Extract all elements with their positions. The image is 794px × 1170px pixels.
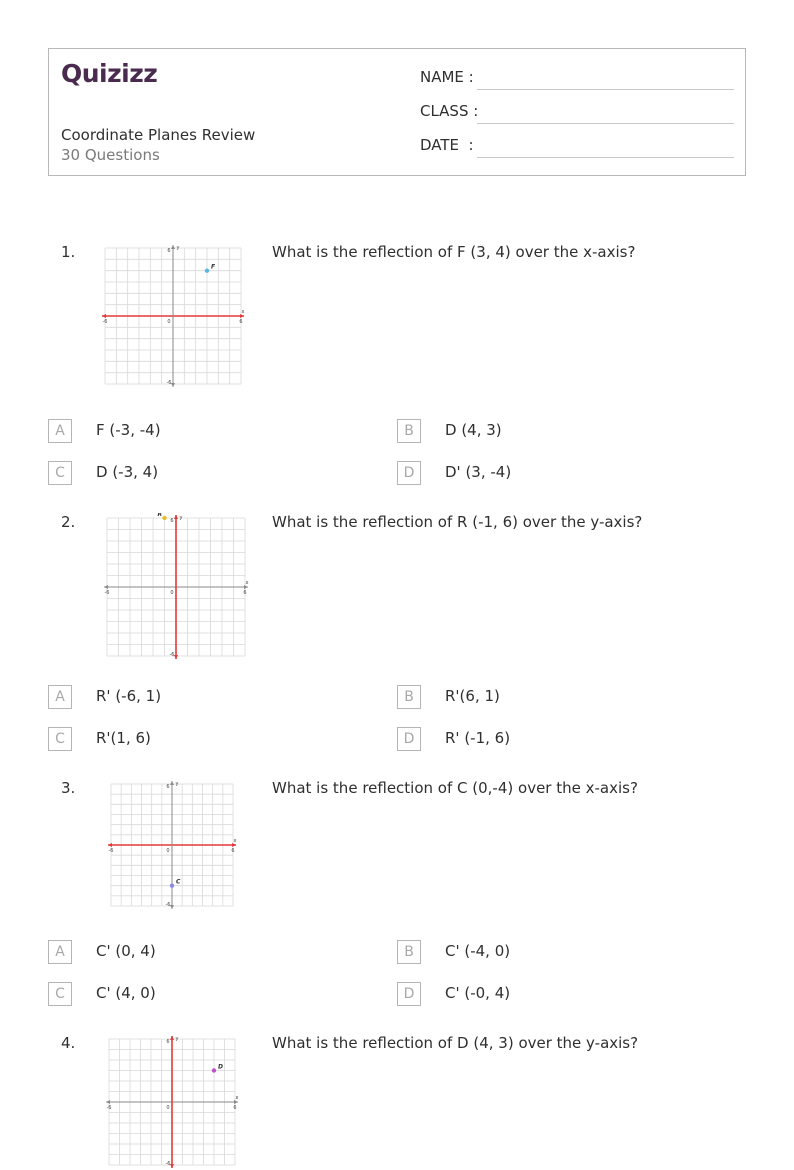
axis-label: x xyxy=(235,1095,239,1101)
tick-label: 6 xyxy=(167,248,171,254)
option-c[interactable] xyxy=(48,461,348,485)
axis-label: y xyxy=(176,245,180,251)
tick-label: -6 xyxy=(106,1105,112,1111)
option-d[interactable] xyxy=(397,982,697,1006)
x-axis-arrow xyxy=(104,585,108,589)
option-letter: C xyxy=(48,461,72,485)
data-point xyxy=(212,1068,216,1072)
y-axis-arrow xyxy=(174,515,178,519)
worksheet-title: Coordinate Planes Review xyxy=(61,126,256,144)
y-axis-arrow xyxy=(170,1164,174,1168)
option-b[interactable] xyxy=(397,419,697,443)
option-letter: B xyxy=(397,685,421,709)
coordinate-plane-graph xyxy=(104,1034,240,1170)
tick-label: 6 xyxy=(170,518,174,524)
question-number: 1. xyxy=(61,243,76,261)
option-a[interactable] xyxy=(48,419,348,443)
option-letter: C xyxy=(48,982,72,1006)
tick-label: -6 xyxy=(166,380,172,386)
tick-label: 0 xyxy=(170,590,174,596)
axis-label: y xyxy=(175,1036,179,1042)
tick-label: -6 xyxy=(169,652,175,658)
tick-label: -6 xyxy=(108,848,114,854)
date-line[interactable] xyxy=(477,157,734,158)
option-text: D (4, 3) xyxy=(445,421,502,439)
option-letter: B xyxy=(397,419,421,443)
tick-label: 0 xyxy=(166,1105,170,1111)
name-label: NAME : xyxy=(420,68,474,86)
tick-label: -6 xyxy=(104,590,110,596)
option-c[interactable] xyxy=(48,727,348,751)
tick-label: 6 xyxy=(243,590,247,596)
option-b[interactable] xyxy=(397,685,697,709)
option-letter: C xyxy=(48,727,72,751)
date-field[interactable] xyxy=(420,136,734,158)
option-text: D' (3, -4) xyxy=(445,463,512,481)
option-text: D (-3, 4) xyxy=(96,463,159,481)
date-label: DATE : xyxy=(420,136,474,154)
question-text: What is the reflection of R (-1, 6) over the y-axis? xyxy=(272,513,643,531)
option-d[interactable] xyxy=(397,461,697,485)
question-text: What is the reflection of C (0,-4) over the x-axis? xyxy=(272,779,638,797)
question-text: What is the reflection of F (3, 4) over the x-axis? xyxy=(272,243,636,261)
x-axis-arrow xyxy=(106,1100,110,1104)
point-label: D xyxy=(218,1063,223,1071)
option-text: C' (4, 0) xyxy=(96,984,156,1002)
option-letter: B xyxy=(397,940,421,964)
option-letter: A xyxy=(48,685,72,709)
axis-label: x xyxy=(233,838,237,844)
tick-label: -6 xyxy=(165,902,171,908)
y-axis-arrow xyxy=(170,905,174,909)
option-letter: D xyxy=(397,727,421,751)
axis-label: y xyxy=(175,781,179,787)
y-axis-arrow xyxy=(170,781,174,785)
option-text: R' (-1, 6) xyxy=(445,729,511,747)
data-point xyxy=(162,516,166,520)
option-text: C' (-0, 4) xyxy=(445,984,511,1002)
option-letter: D xyxy=(397,982,421,1006)
option-text: R'(1, 6) xyxy=(96,729,151,747)
tick-label: -6 xyxy=(102,319,108,325)
x-axis-arrow xyxy=(102,314,106,318)
option-letter: A xyxy=(48,940,72,964)
option-b[interactable] xyxy=(397,940,697,964)
point-label: R xyxy=(157,513,163,518)
coordinate-plane-graph xyxy=(100,243,246,389)
x-axis-arrow xyxy=(108,843,112,847)
y-axis-arrow xyxy=(171,383,175,387)
axis-label: x xyxy=(241,309,245,315)
point-label: F xyxy=(211,263,216,271)
question-number: 4. xyxy=(61,1034,76,1052)
option-letter: A xyxy=(48,419,72,443)
question-number: 2. xyxy=(61,513,76,531)
quizizz-logo: Quizizz xyxy=(61,59,158,88)
worksheet-header xyxy=(48,48,746,176)
axis-label: y xyxy=(179,515,183,521)
option-text: F (-3, -4) xyxy=(96,421,161,439)
class-field[interactable] xyxy=(420,102,734,124)
option-d[interactable] xyxy=(397,727,697,751)
option-a[interactable] xyxy=(48,940,348,964)
question-text: What is the reflection of D (4, 3) over the y-axis? xyxy=(272,1034,639,1052)
question-count: 30 Questions xyxy=(61,146,160,164)
option-a[interactable] xyxy=(48,685,348,709)
axis-label: x xyxy=(245,580,249,586)
name-field[interactable] xyxy=(420,68,734,90)
class-label: CLASS : xyxy=(420,102,479,120)
tick-label: 0 xyxy=(167,319,171,325)
data-point xyxy=(170,883,174,887)
option-c[interactable] xyxy=(48,982,348,1006)
coordinate-plane-graph xyxy=(106,779,238,911)
tick-label: 6 xyxy=(166,784,170,790)
tick-label: 6 xyxy=(233,1105,237,1111)
name-line[interactable] xyxy=(477,89,734,90)
data-point xyxy=(205,268,209,272)
point-label: C xyxy=(176,878,181,886)
option-text: C' (-4, 0) xyxy=(445,942,511,960)
option-letter: D xyxy=(397,461,421,485)
tick-label: 6 xyxy=(231,848,235,854)
tick-label: 6 xyxy=(239,319,243,325)
y-axis-arrow xyxy=(171,245,175,249)
tick-label: 6 xyxy=(166,1039,170,1045)
coordinate-plane-graph xyxy=(102,513,250,661)
y-axis-arrow xyxy=(174,655,178,659)
y-axis-arrow xyxy=(170,1036,174,1040)
class-line[interactable] xyxy=(477,123,734,124)
option-text: R'(6, 1) xyxy=(445,687,500,705)
option-text: C' (0, 4) xyxy=(96,942,156,960)
option-text: R' (-6, 1) xyxy=(96,687,162,705)
tick-label: -6 xyxy=(165,1161,171,1167)
question-number: 3. xyxy=(61,779,76,797)
tick-label: 0 xyxy=(166,848,170,854)
